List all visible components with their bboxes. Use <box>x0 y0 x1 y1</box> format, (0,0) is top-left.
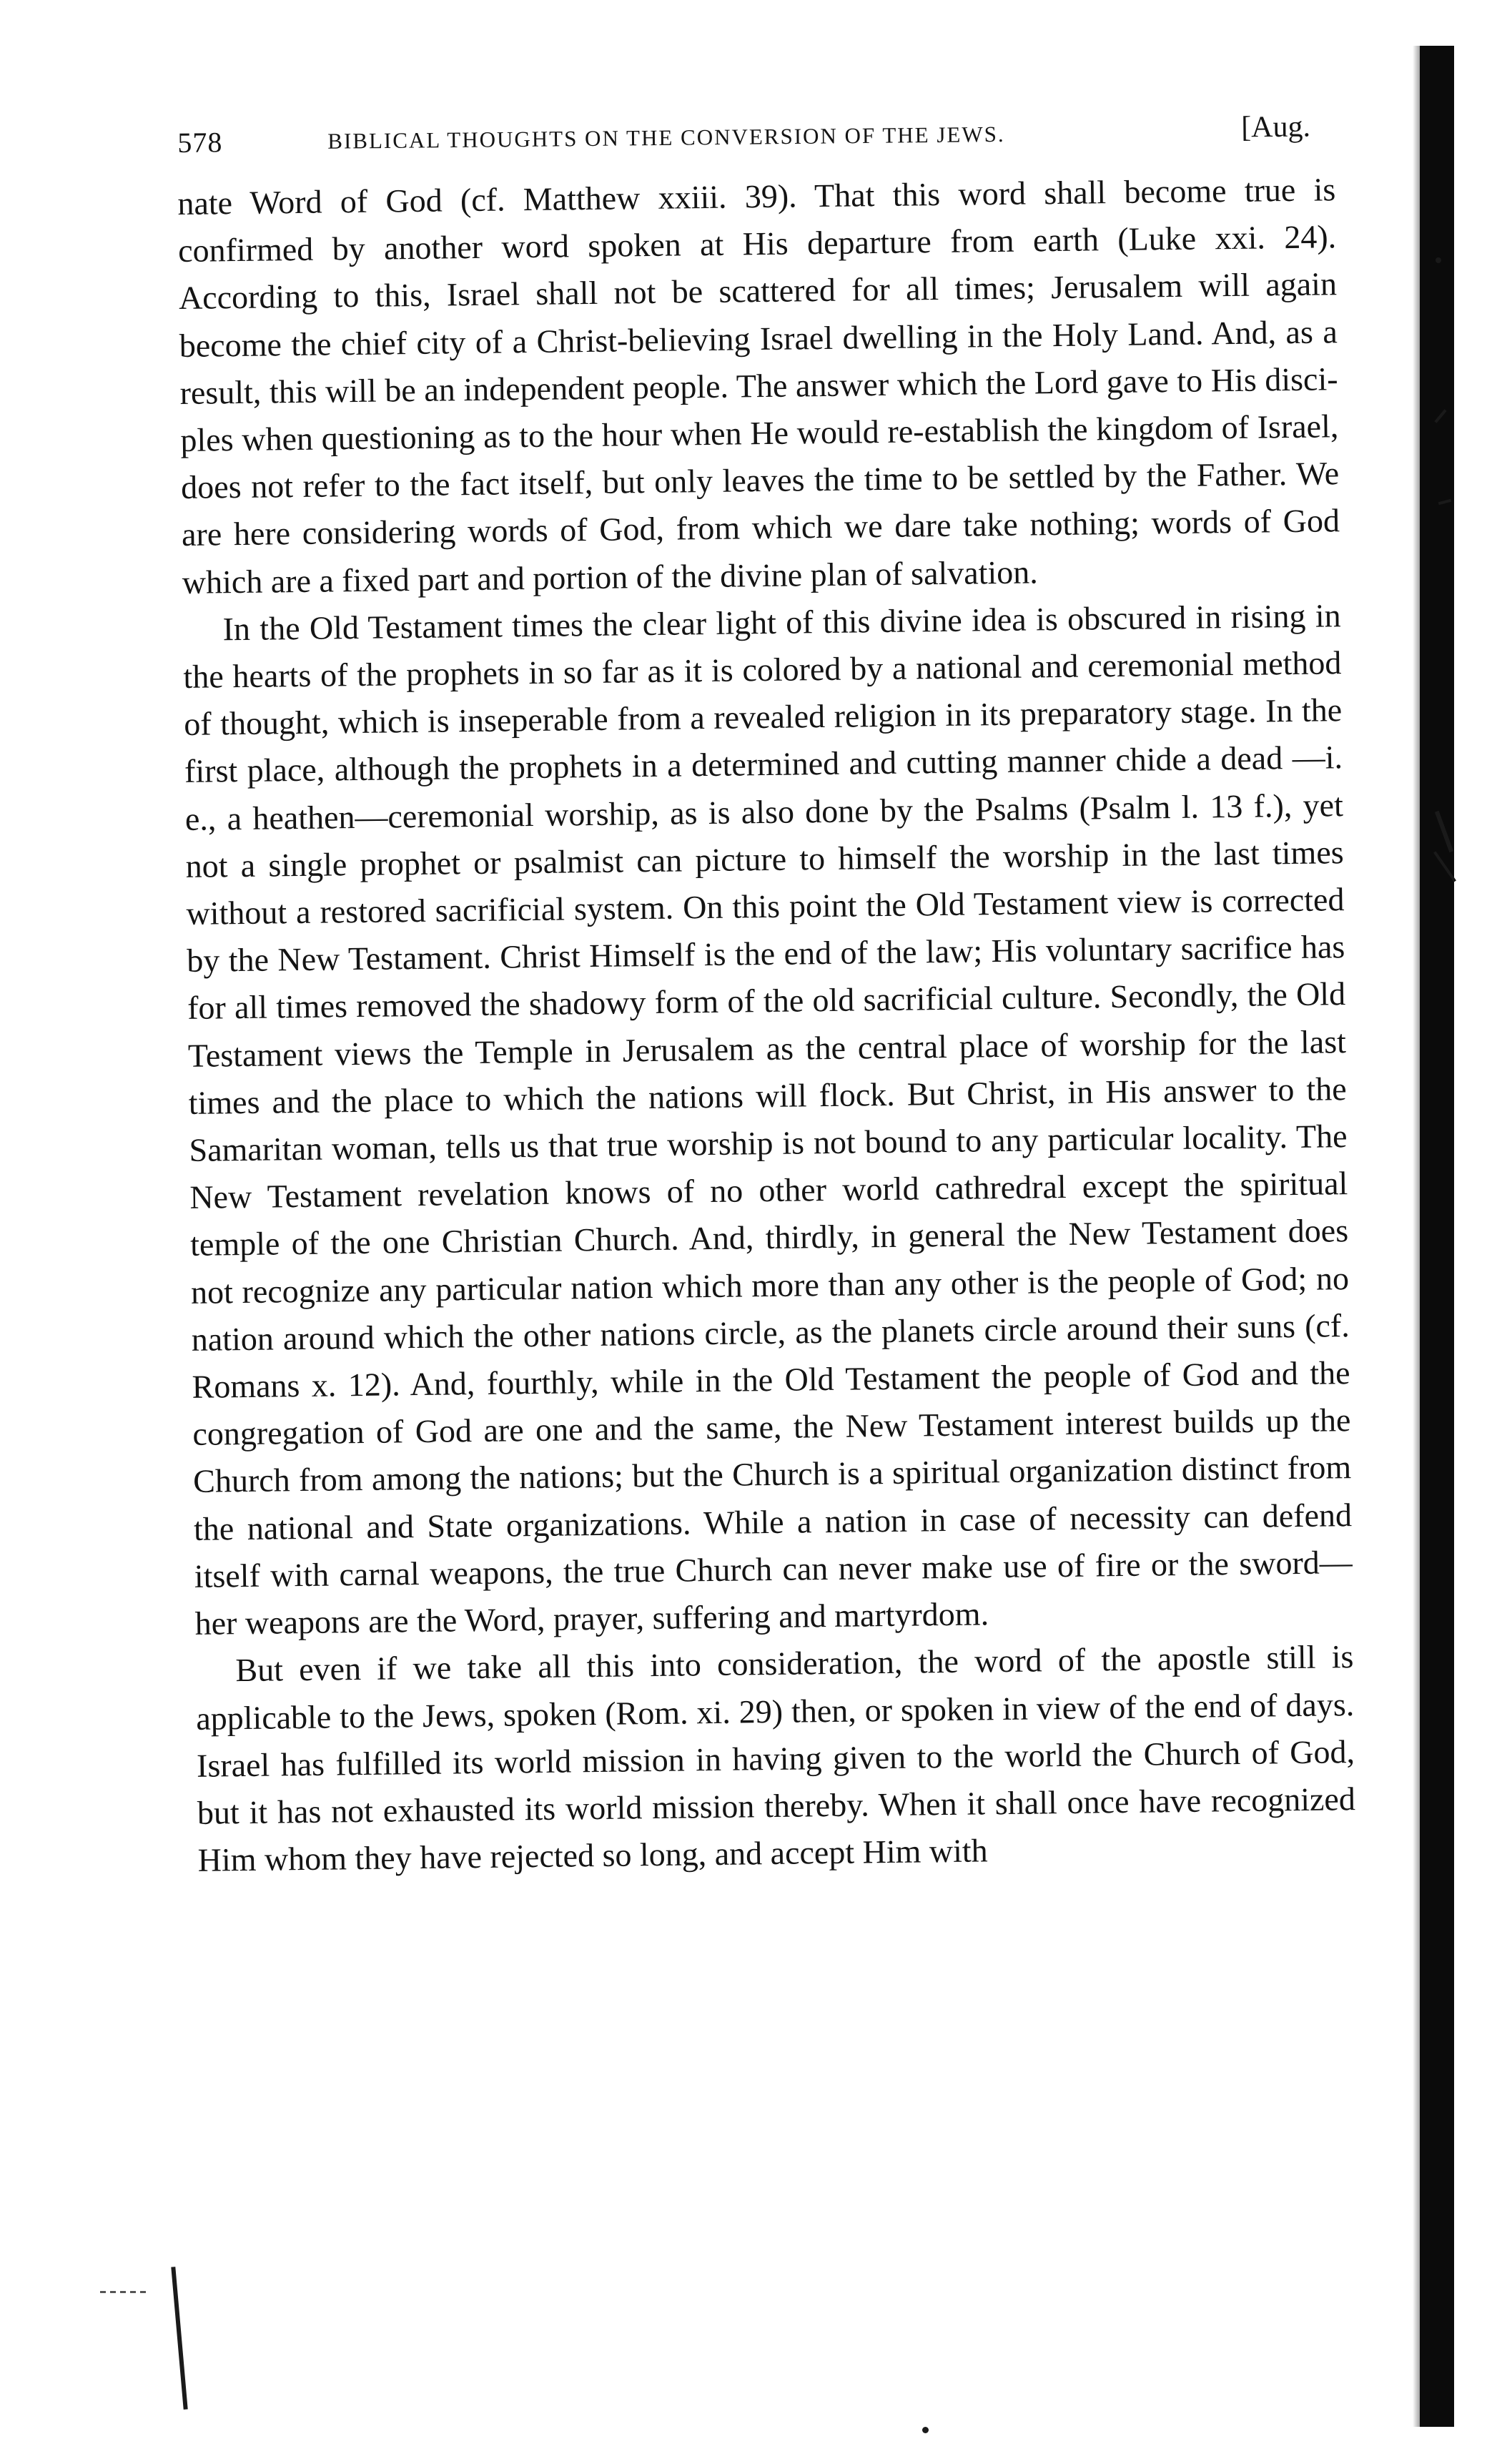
scan-speck <box>1436 257 1441 263</box>
margin-dash <box>100 2291 150 2293</box>
running-title: BIBLICAL THOUGHTS ON THE CONVERSION OF THE JEWS. <box>327 121 1005 154</box>
margin-pen-stroke <box>171 2267 187 2410</box>
paragraph-continued: nate Word of God (cf. Matthew xxiii. 39). That this word shall become true is confirmed by another word spoken at His departure from earth (Luke xxi. 24). According to this, Israel shall not be scattered for all times; Jerusalem will again become the chief city of a Christ-believing Israel dwelling in the Holy Land. And, as a result, this will be an independent people. The answer which the Lord gave to His disciples when questioning as to the hour when He would re-establish the kingdom of Israel, does not refer to the fact itself, but only leaves the time to be settled by the Father. We are here considering words of God, from which we dare take nothing; words of God which are a fixed part and portion of the divine plan of salvation. <box>177 171 1340 601</box>
month-marker: [Aug. <box>1240 110 1311 144</box>
paragraph-old-testament: In the Old Testament times the clear light of this divine idea is obscured in rising in the hearts of the prophets in so far as it is colored by a national and ceremonial method of thought, which is inseperable from a revealed religion in its preparatory stage. In the first place, although the prophets in a determined and cutting manner chide a dead —i. e., a heathen—ceremonial worship, as is also done by the Psalms (Psalm l. 13 f.), yet not a single prophet or psalmist can picture to himself the worship in the last times without a restored sacrificial system. On this point the Old Testament view is corrected by the New Testament. Christ Himself is the end of the law; His voluntary sacrifice has for all times removed the shadowy form of the old sacrificial culture. Secondly, the Old Testament views the Temple in Jerusalem as the central place of worship for the last times and the place to which the nations will flock. But Christ, in His answer to the Samaritan woman, tells us that true worship is not bound to any particular locality. The New Testament revelation knows of no other world cathredral except the spiritual temple of the one Christian Church. And, thirdly, in general the New Testament does not recognize any particular nation which more than any other is the people of God; no nation around which the other nations circle, as the planets circle around their suns (cf. Romans x. 12). And, fourthly, while in the Old Testament the people of God and the congregation of God are one and the same, the New Testament interest builds up the Church from among the nations; but the Church is a spiritual organization distinct from the national and State organizations. While a nation in case of necessity can defend itself with carnal weapons, the true Church can never make use of fire or the sword—her weapons are the Word, prayer, suffering and martyrdom. <box>183 596 1353 1642</box>
running-header <box>177 108 1322 170</box>
body-text <box>177 166 1356 1884</box>
page-number: 578 <box>177 126 223 159</box>
paragraph-apostle: But even if we take all this into consideration, the word of the apostle still is applicable to the Jews, spoken (Rom. xi. 29) then, or spoken in view of the end of days. Israel has fulfilled its world mission in having given to the world the Church of God, but it has not exhausted its world mission thereby. When it shall once have recognized Him whom they have rejected so long, and accept Him with <box>195 1638 1356 1878</box>
scan-speck <box>922 2427 929 2433</box>
scan-binding-shadow <box>1420 46 1454 2427</box>
